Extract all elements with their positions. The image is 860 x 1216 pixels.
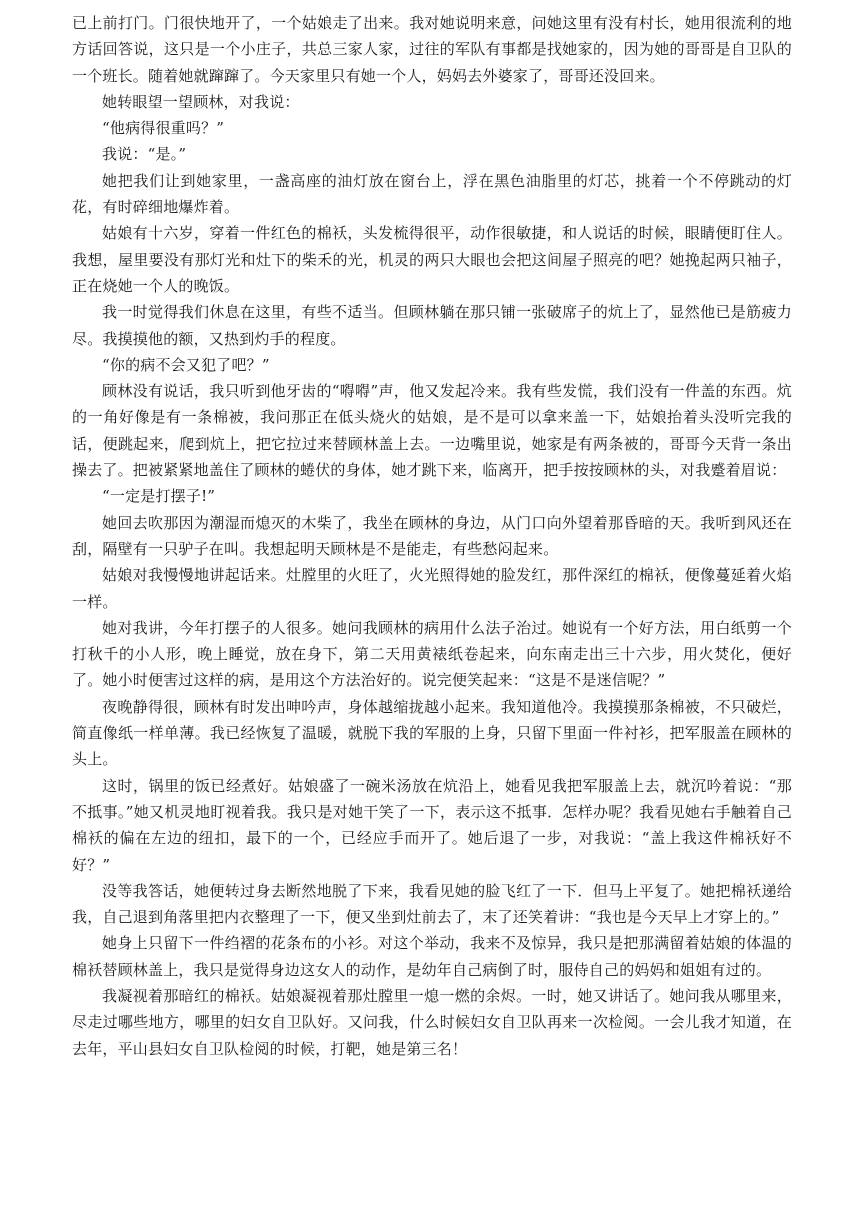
paragraph: 姑娘对我慢慢地讲起话来。灶膛里的火旺了，火光照得她的脸发红，那件深红的棉袄，便像蔓延着火焰一样。 bbox=[72, 566, 792, 611]
paragraph: 夜晚静得很，顾林有时发出呻吟声，身体越缩拢越小起来。我知道他冷。我摸摸那条棉被，不只破烂，简直像纸一样单薄。我已经恢复了温暖，就脱下我的军服的上身，只留下里面一件衬衫，把军服盖在顾林的头上。 bbox=[72, 697, 792, 769]
paragraph: 我一时觉得我们休息在这里，有些不适当。但顾林躺在那只铺一张破席子的炕上了，显然他已是筋疲力尽。我摸摸他的额，又热到灼手的程度。 bbox=[72, 303, 792, 348]
paragraph: “他病得很重吗？” bbox=[102, 119, 225, 138]
paragraph: “你的病不会又犯了吧？” bbox=[102, 355, 270, 374]
paragraph: 已上前打门。门很快地开了，一个姑娘走了出来。我对她说明来意，问她这里有没有村长，她用很流利的地方话回答说，这只是一个小庄子，共总三家人家，过往的军队有事都是找她家的，因为她的哥哥是自卫队的一个班长。随着她就蹿蹿了。今天家里只有她一个人，妈妈去外婆家了，哥哥还没回来。 bbox=[72, 14, 792, 85]
paragraph: 她转眼望一望顾林，对我说： bbox=[102, 92, 300, 111]
paragraph: 她把我们让到她家里，一盏高座的油灯放在窗台上，浮在黑色油脂里的灯芯，挑着一个不停跳动的灯花，有时碎细地爆炸着。 bbox=[72, 171, 792, 217]
paragraph: 她对我讲，今年打摆子的人很多。她问我顾林的病用什么法子治过。她说有一个好方法，用白纸剪一个打秋千的小人形，晚上睡觉，放在身下，第二天用黄裱纸卷起来，向东南走出三十六步，用火焚化，便好了。她小时便害过这样的病，是用这个方法治好的。说完便笑起来：“这是不是迷信呢？” bbox=[72, 618, 792, 690]
paragraph: 姑娘有十六岁，穿着一件红色的棉袄，头发梳得很平，动作很敏捷，和人说话的时候，眼睛便盯住人。我想，屋里要没有那灯光和灶下的柴禾的光，机灵的两只大眼也会把这间屋子照亮的吧？她挽起两只袖子，正在烧她一个人的晚饭。 bbox=[72, 224, 792, 295]
paragraph: 我说：“是。” bbox=[102, 145, 187, 164]
paragraph: 她身上只留下一件绉褶的花条布的小衫。对这个举动，我来不及惊异，我只是把那满留着姑娘的体温的棉袄替顾林盖上，我只是觉得身边这女人的动作，是幼年自己病倒了时，服侍自己的妈妈和姐姐有过的。 bbox=[72, 934, 792, 979]
paragraph: 她回去吹那因为潮湿而熄灭的木柴了，我坐在顾林的身边，从门口向外望着那昏暗的天。我听到风还在刮，隔壁有一只驴子在叫。我想起明天顾林是不是能走，有些愁闷起来。 bbox=[72, 513, 792, 558]
paragraph: 顾林没有说话，我只听到他牙齿的“嘚嘚”声，他又发起冷来。我有些发慌，我们没有一件盖的东西。炕的一角好像是有一条棉被，我问那正在低头烧火的姑娘，是不是可以拿来盖一下，姑娘抬着头没听完我的话，便跳起来，爬到炕上，把它拉过来替顾林盖上去。一边嘴里说，她家是有两条被的，哥哥今天背一条出操去了。把被紧紧地盖住了顾林的蜷伏的身体，她才跳下来，临离开，把手按按顾林的头，对我蹙着眉说： bbox=[72, 382, 792, 480]
paragraph: 这时，锅里的饭已经煮好。姑娘盛了一碗米汤放在炕沿上，她看见我把军服盖上去，就沉吟着说：“那不抵事。”她又机灵地盯视着我。我只是对她干笑了一下，表示这不抵事．怎样办呢？我看见她右手触着自己棉袄的偏在左边的纽扣，最下的一个，已经应手而开了。她后退了一步，对我说：“盖上我这件棉袄好不好？” bbox=[72, 776, 792, 874]
paragraph: 没等我答话，她便转过身去断然地脱了下来，我看见她的脸飞红了一下．但马上平复了。她把棉袄递给我，自己退到角落里把内衣整理了一下，便又坐到灶前去了，末了还笑着讲：“我也是今天早上才穿上的。” bbox=[72, 881, 792, 927]
document-page bbox=[72, 10, 792, 1062]
paragraph: 我凝视着那暗红的棉袄。姑娘凝视着那灶膛里一熄一燃的余烬。一时，她又讲话了。她问我从哪里来，尽走过哪些地方，哪里的妇女自卫队好。又问我，什么时候妇女自卫队再来一次检阅。一会儿我才知道，在去年，平山县妇女自卫队检阅的时候，打靶，她是第三名！ bbox=[72, 986, 792, 1058]
paragraph: “一定是打摆子!” bbox=[102, 487, 216, 506]
